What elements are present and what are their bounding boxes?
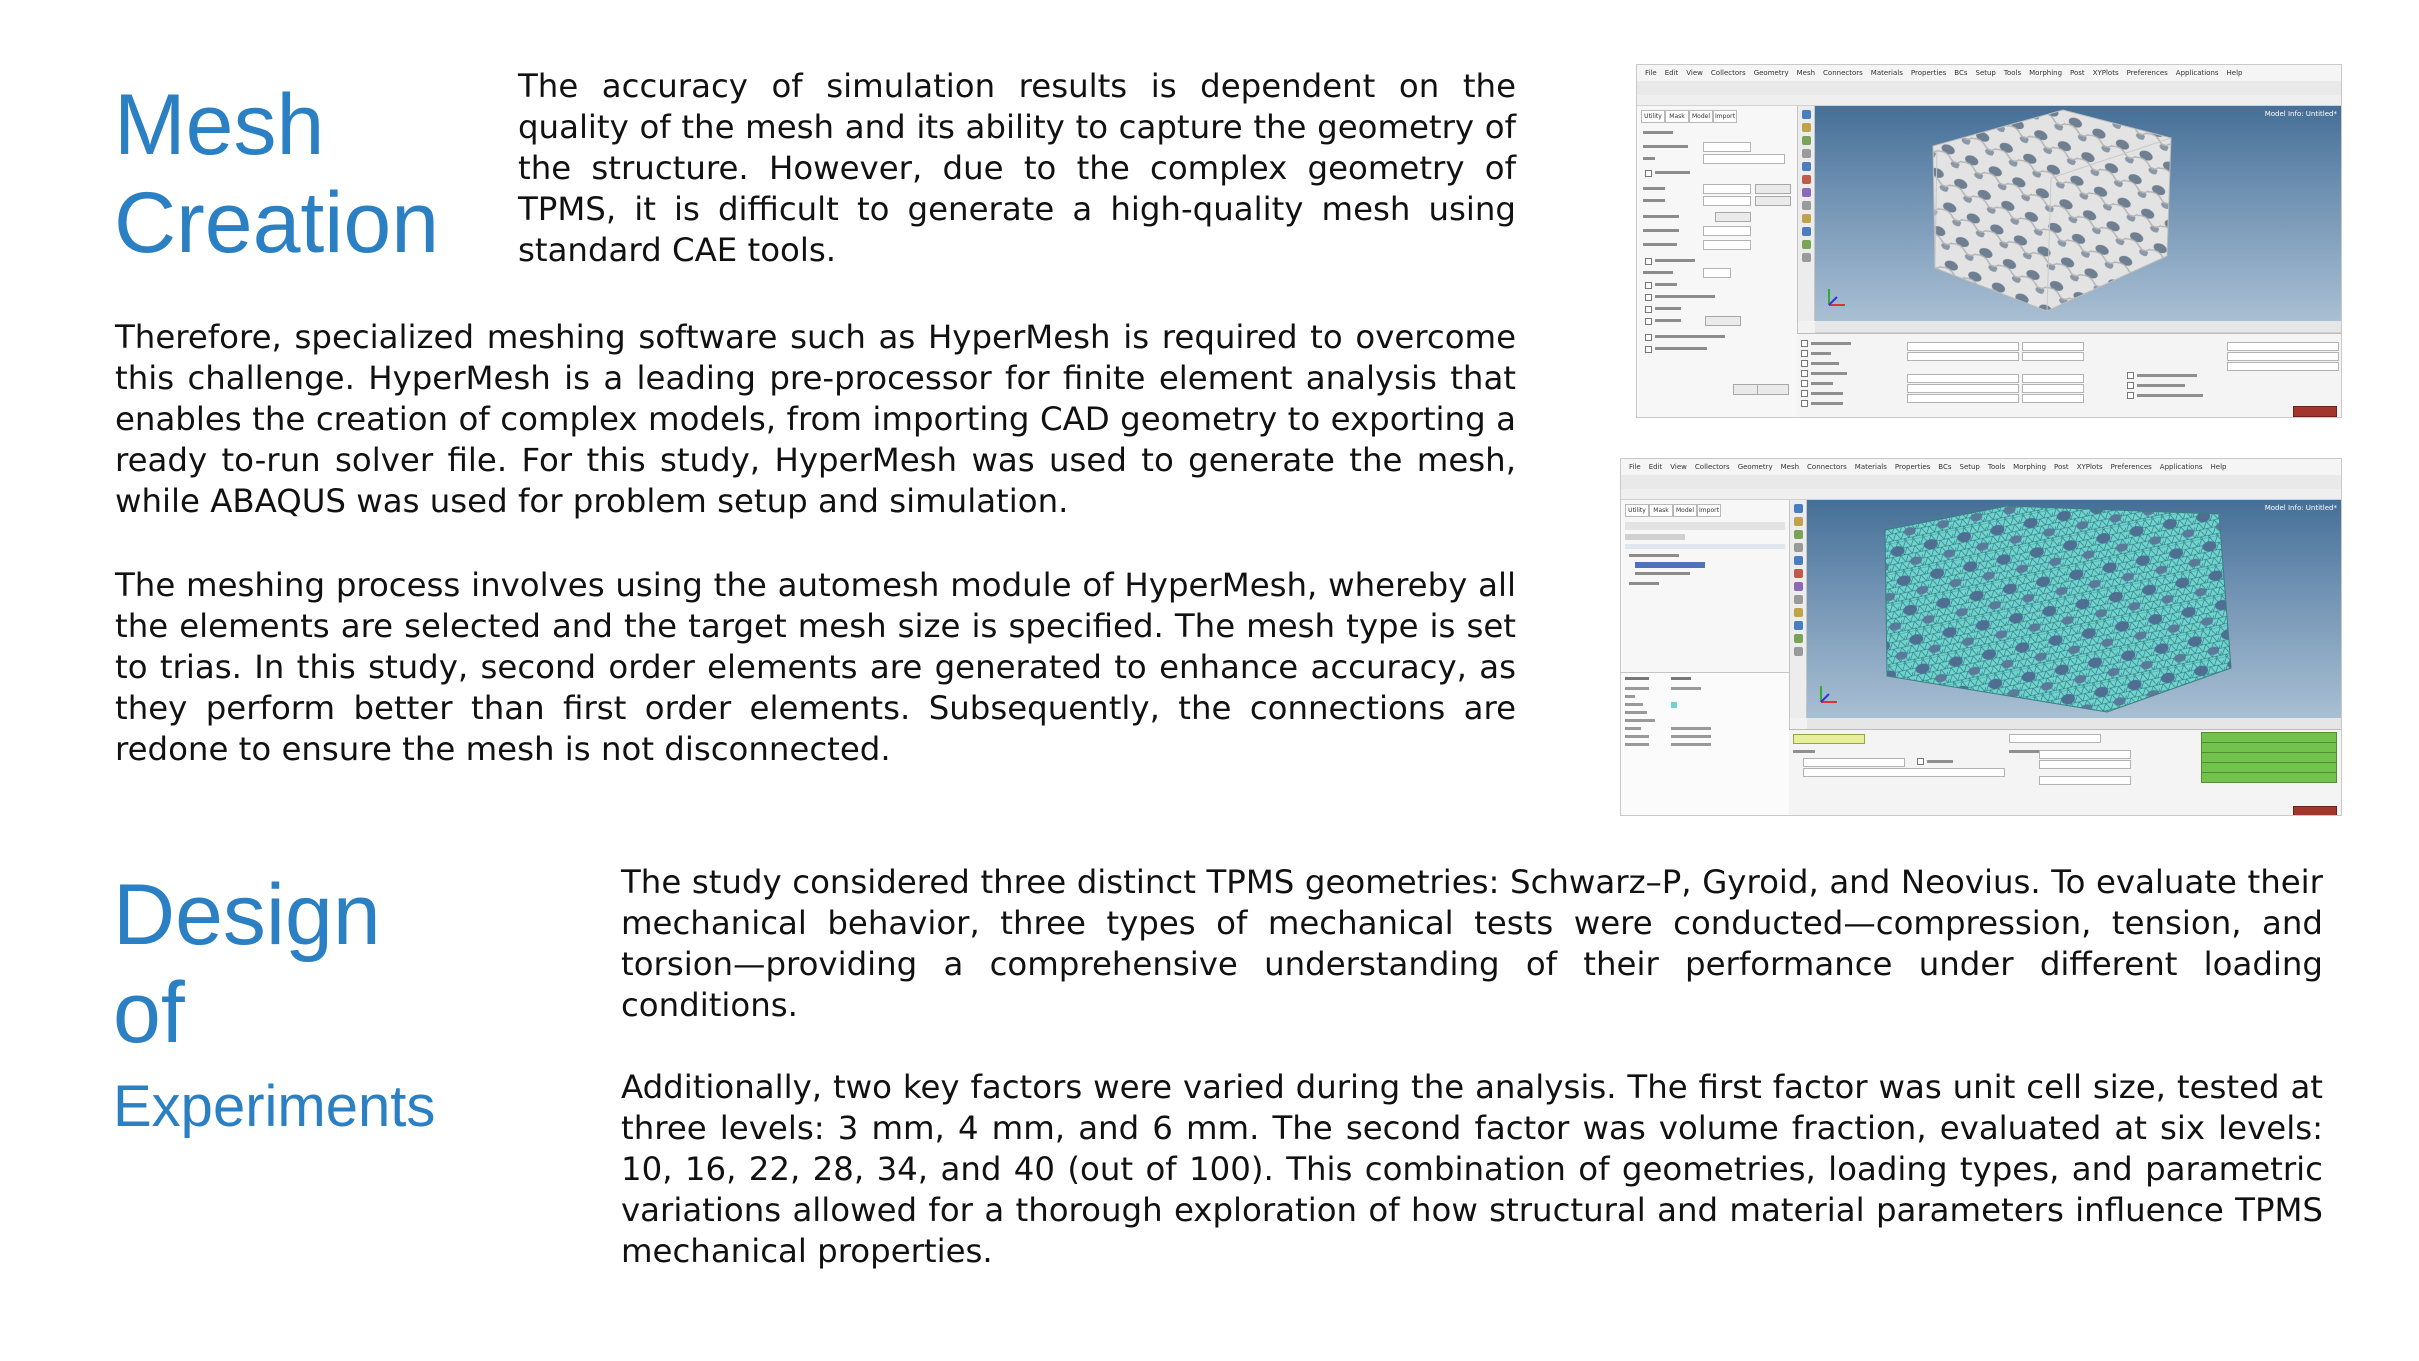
doe-paragraph-2: Additionally, two key factors were varied during the analysis. The first factor was unit cell size, tested at three levels: 3 mm, 4 mm, and 6 mm. The second factor was volume fraction, evaluated at six levels: 10, 16, 22, 28, 34, and 40 (out of 100). This combination of geometries, loading types, and parametric variations allowed for a thorough exploration of how structural and material parameters influence TPMS mechanical properties.: [621, 1068, 2323, 1270]
heading-line: Mesh: [114, 77, 325, 173]
graphics-viewport[interactable]: [1807, 500, 2342, 718]
edges-panel: [1789, 729, 2342, 816]
tab-mask[interactable]: Mask: [1665, 110, 1689, 123]
tab-import[interactable]: Import: [1713, 110, 1737, 123]
menu-item[interactable]: Mesh: [1780, 463, 1800, 471]
tab-model[interactable]: Model: [1673, 504, 1697, 517]
menu-item[interactable]: Tools: [1987, 463, 2006, 471]
menu-bar: [1621, 459, 2341, 475]
entity-properties-table: [1621, 672, 1789, 816]
menu-item[interactable]: Collectors: [1694, 463, 1730, 471]
graphics-viewport[interactable]: [1815, 106, 2342, 321]
menu-item[interactable]: Collectors: [1710, 69, 1746, 77]
menu-item[interactable]: Morphing: [2029, 69, 2063, 77]
mesh-paragraph-3: The meshing process involves using the automesh module of HyperMesh, whereby all the elements are selected and the target mesh size is specified. The mesh type is set to trias. In this study, second order elements are generated to enhance accuracy, as they perform better than first order elements. Subsequently, the connections are redone to ensure the mesh is not disconnected.: [115, 566, 1516, 768]
return-button[interactable]: [2293, 806, 2337, 816]
model-info-label: Model Info: Untitled*: [2264, 110, 2337, 118]
menu-item[interactable]: BCs: [1938, 463, 1952, 471]
menu-bar: [1637, 65, 2341, 81]
menu-item[interactable]: Post: [2070, 69, 2085, 77]
menu-item[interactable]: File: [1645, 69, 1657, 77]
mesh-paragraph-2: Therefore, specialized meshing software such as HyperMesh is required to overcome this challenge. HyperMesh is a leading pre-processor for finite element analysis that enables the creation of complex models, from importing CAD geometry to exporting a ready to-run solver file. For this study, HyperMesh was used to generate the mesh, while ABAQUS was used for problem setup and simulation.: [115, 318, 1516, 520]
tab-mask[interactable]: Mask: [1649, 504, 1673, 517]
toolbar: [1637, 95, 2341, 106]
menu-item[interactable]: Help: [2210, 463, 2227, 471]
menu-item[interactable]: Materials: [1854, 463, 1887, 471]
menu-item[interactable]: Morphing: [2013, 463, 2047, 471]
menu-item[interactable]: BCs: [1954, 69, 1968, 77]
menu-item[interactable]: Connectors: [1807, 463, 1847, 471]
menu-item[interactable]: Properties: [1910, 69, 1947, 77]
menu-item[interactable]: XYPlots: [2092, 69, 2119, 77]
heading-line: of: [113, 965, 185, 1061]
gyroid-surface-model: [1815, 106, 2342, 321]
toolbar: [1621, 475, 2341, 490]
menu-item[interactable]: Preferences: [2110, 463, 2152, 471]
hypermesh-screenshot-mesh: [1620, 458, 2342, 816]
menu-item[interactable]: Geometry: [1737, 463, 1773, 471]
close-button[interactable]: [1757, 384, 1789, 395]
doe-paragraph-1: The study considered three distinct TPMS geometries: Schwarz–P, Gyroid, and Neovius. To evaluate their mechanical behavior, three types of mechanical tests were conducted—compression, tension, and torsion—providing a comprehensive understanding of their performance under different loading conditions.: [621, 863, 2323, 1024]
menu-item[interactable]: Applications: [2175, 69, 2219, 77]
heading-line: Design: [113, 867, 381, 963]
model-browser-panel: [1621, 500, 1790, 816]
automesh-panel: [1797, 333, 2342, 418]
menu-item[interactable]: Setup: [1959, 463, 1980, 471]
menu-item[interactable]: Post: [2054, 463, 2069, 471]
tab-utility[interactable]: Utility: [1641, 110, 1665, 123]
model-info-label: Model Info: Untitled*: [2264, 504, 2337, 512]
menu-item[interactable]: Edit: [1664, 69, 1679, 77]
tab-utility[interactable]: Utility: [1625, 504, 1649, 517]
toolbar: [1637, 81, 2341, 96]
menu-item[interactable]: Setup: [1975, 69, 1996, 77]
design-of-experiments-heading: [113, 866, 435, 1170]
menu-item[interactable]: Preferences: [2126, 69, 2168, 77]
vertical-toolbar: [1790, 500, 1807, 718]
tab-model[interactable]: Model: [1689, 110, 1713, 123]
menu-item[interactable]: Tools: [2003, 69, 2022, 77]
menu-item[interactable]: Help: [2226, 69, 2243, 77]
axis-triad-icon: [1821, 283, 1851, 313]
menu-item[interactable]: Connectors: [1823, 69, 1863, 77]
heading-line-small: Experiments: [113, 1074, 436, 1139]
hypermesh-screenshot-surface: [1636, 64, 2342, 418]
reject-button[interactable]: [2201, 772, 2337, 783]
axis-triad-icon: [1813, 680, 1843, 710]
mesh-creation-heading: [114, 76, 439, 272]
menu-item[interactable]: View: [1686, 69, 1703, 77]
menu-item[interactable]: XYPlots: [2076, 463, 2103, 471]
mesh-intro-paragraph: The accuracy of simulation results is dependent on the quality of the mesh and its ability to capture the geometry of the structure. However, due to the complex geometry of TPMS, it is difficult to generate a high-quality mesh using standard CAE tools.: [518, 67, 1516, 269]
menu-item[interactable]: Edit: [1648, 463, 1663, 471]
menu-item[interactable]: File: [1629, 463, 1641, 471]
meshed-gyroid-model: [1807, 500, 2342, 718]
menu-item[interactable]: Applications: [2159, 463, 2203, 471]
menu-item[interactable]: Mesh: [1796, 69, 1816, 77]
menu-item[interactable]: Properties: [1894, 463, 1931, 471]
toolbar: [1621, 489, 2341, 500]
vertical-toolbar: [1798, 106, 1815, 321]
heading-line: Creation: [114, 175, 440, 271]
return-button[interactable]: [2293, 406, 2337, 417]
import-panel: [1637, 106, 1798, 418]
menu-item[interactable]: View: [1670, 463, 1687, 471]
menu-item[interactable]: Geometry: [1753, 69, 1789, 77]
tab-import[interactable]: Import: [1697, 504, 1721, 517]
bottom-toolbar: [1815, 321, 2341, 333]
menu-item[interactable]: Materials: [1870, 69, 1903, 77]
